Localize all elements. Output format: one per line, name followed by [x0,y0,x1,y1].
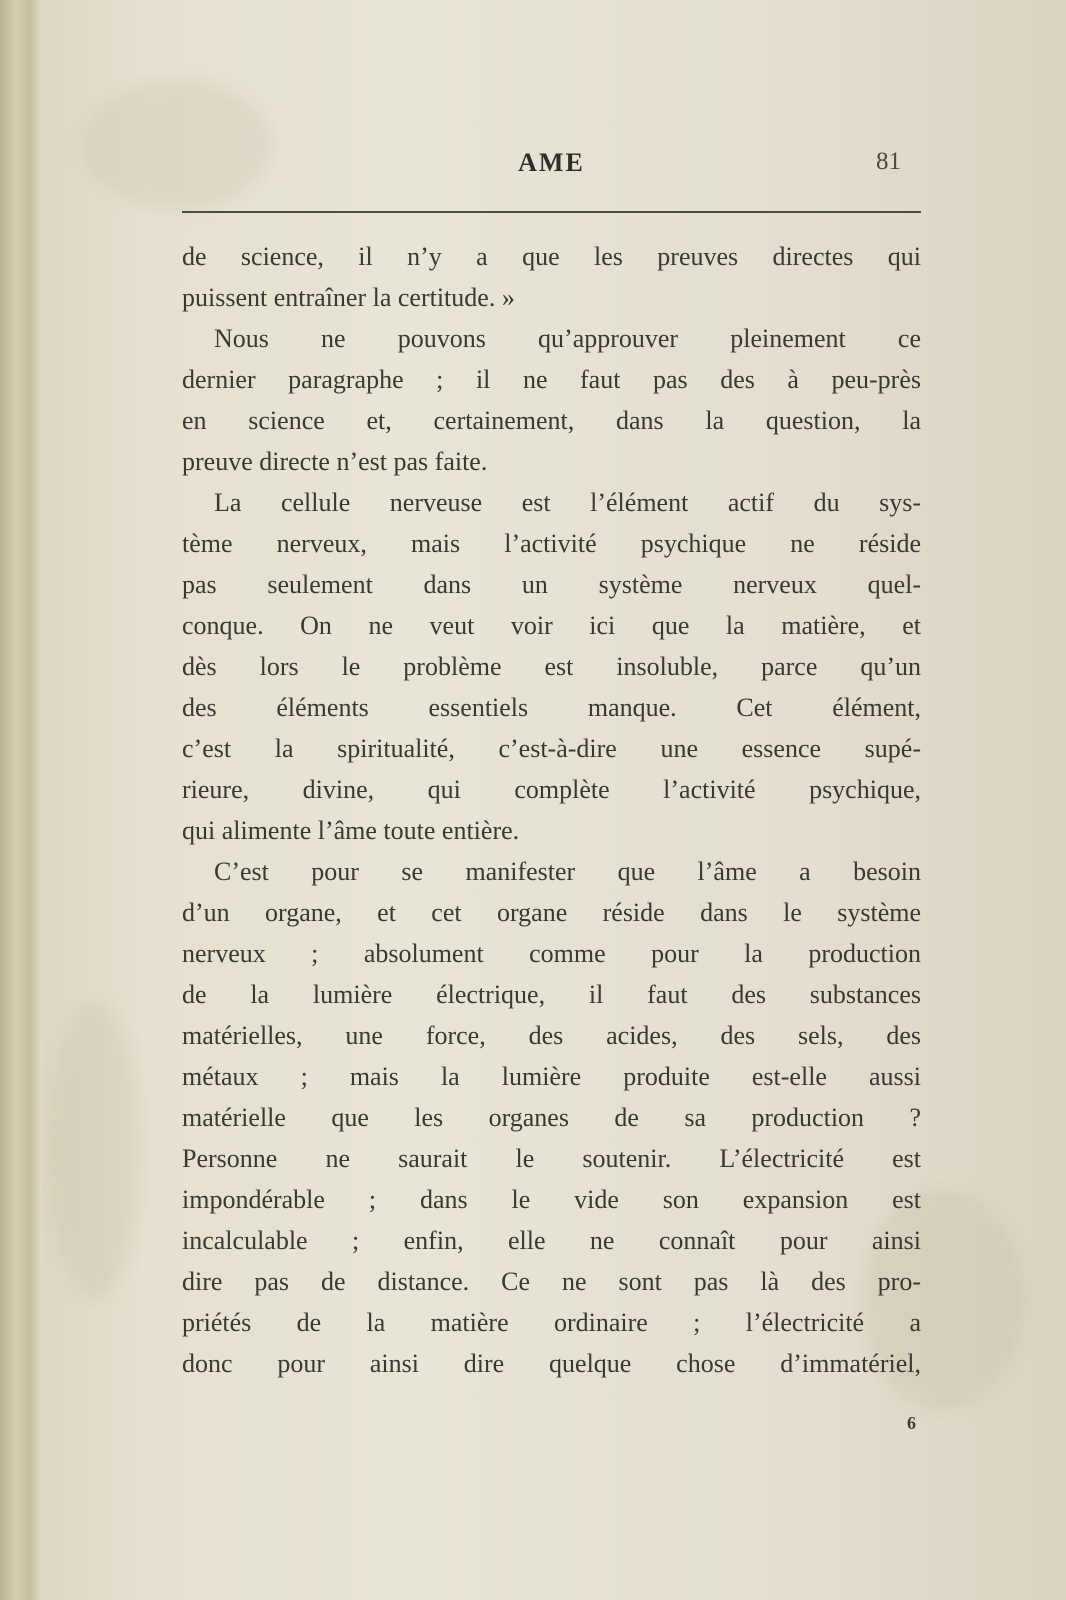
text-line: donc pour ainsi dire quelque chose d’immatériel, [182,1349,921,1378]
signature-mark: 6 [907,1413,916,1433]
text-line: incalculable ; enfin, elle ne connaît pour ainsi [182,1226,921,1255]
text-line: tème nerveux, mais l’activité psychique ne réside [182,529,921,558]
text-line: dire pas de distance. Ce ne sont pas là des pro- [182,1267,921,1296]
text-line: de science, il n’y a que les preuves directes qui [182,242,921,271]
text-line: c’est la spiritualité, c’est-à-dire une essence supé- [182,734,921,763]
text-line: preuve directe n’est pas faite. [182,447,488,476]
text-line: rieure, divine, qui complète l’activité psychique, [182,775,921,804]
book-gutter-edge [0,0,43,1600]
text-line: conque. On ne veut voir ici que la matière, et [182,611,921,640]
text-line: C’est pour se manifester que l’âme a besoin [214,857,921,886]
text-line: impondérable ; dans le vide son expansion est [182,1185,921,1214]
page-body-text [182,236,921,1384]
text-line: priétés de la matière ordinaire ; l’électricité a [182,1308,921,1337]
text-line: matérielle que les organes de sa production ? [182,1103,921,1132]
page-header [182,148,921,188]
paper-stain [50,1000,140,1300]
header-rule [182,211,921,213]
text-line: dès lors le problème est insoluble, parce qu’un [182,652,921,681]
text-line: de la lumière électrique, il faut des substances [182,980,921,1009]
paper-stain [82,80,272,210]
text-line: puissent entraîner la certitude. » [182,283,515,312]
text-line: d’un organe, et cet organe réside dans le système [182,898,921,927]
page-number: 81 [876,148,901,175]
text-line: pas seulement dans un système nerveux quel- [182,570,921,599]
text-line: qui alimente l’âme toute entière. [182,816,520,845]
text-line: métaux ; mais la lumière produite est-elle aussi [182,1062,921,1091]
text-line: matérielles, une force, des acides, des sels, des [182,1021,921,1050]
running-title: AME [518,148,585,177]
text-line: nerveux ; absolument comme pour la production [182,939,921,968]
text-line: en science et, certainement, dans la question, la [182,406,921,435]
text-line: dernier paragraphe ; il ne faut pas des à peu-près [182,365,921,394]
text-line: Personne ne saurait le soutenir. L’électricité est [182,1144,921,1173]
text-line: des éléments essentiels manque. Cet élément, [182,693,921,722]
text-line: Nous ne pouvons qu’approuver pleinement ce [214,324,921,353]
text-line: La cellule nerveuse est l’élément actif du sys- [214,488,921,517]
book-page [42,0,1066,1600]
